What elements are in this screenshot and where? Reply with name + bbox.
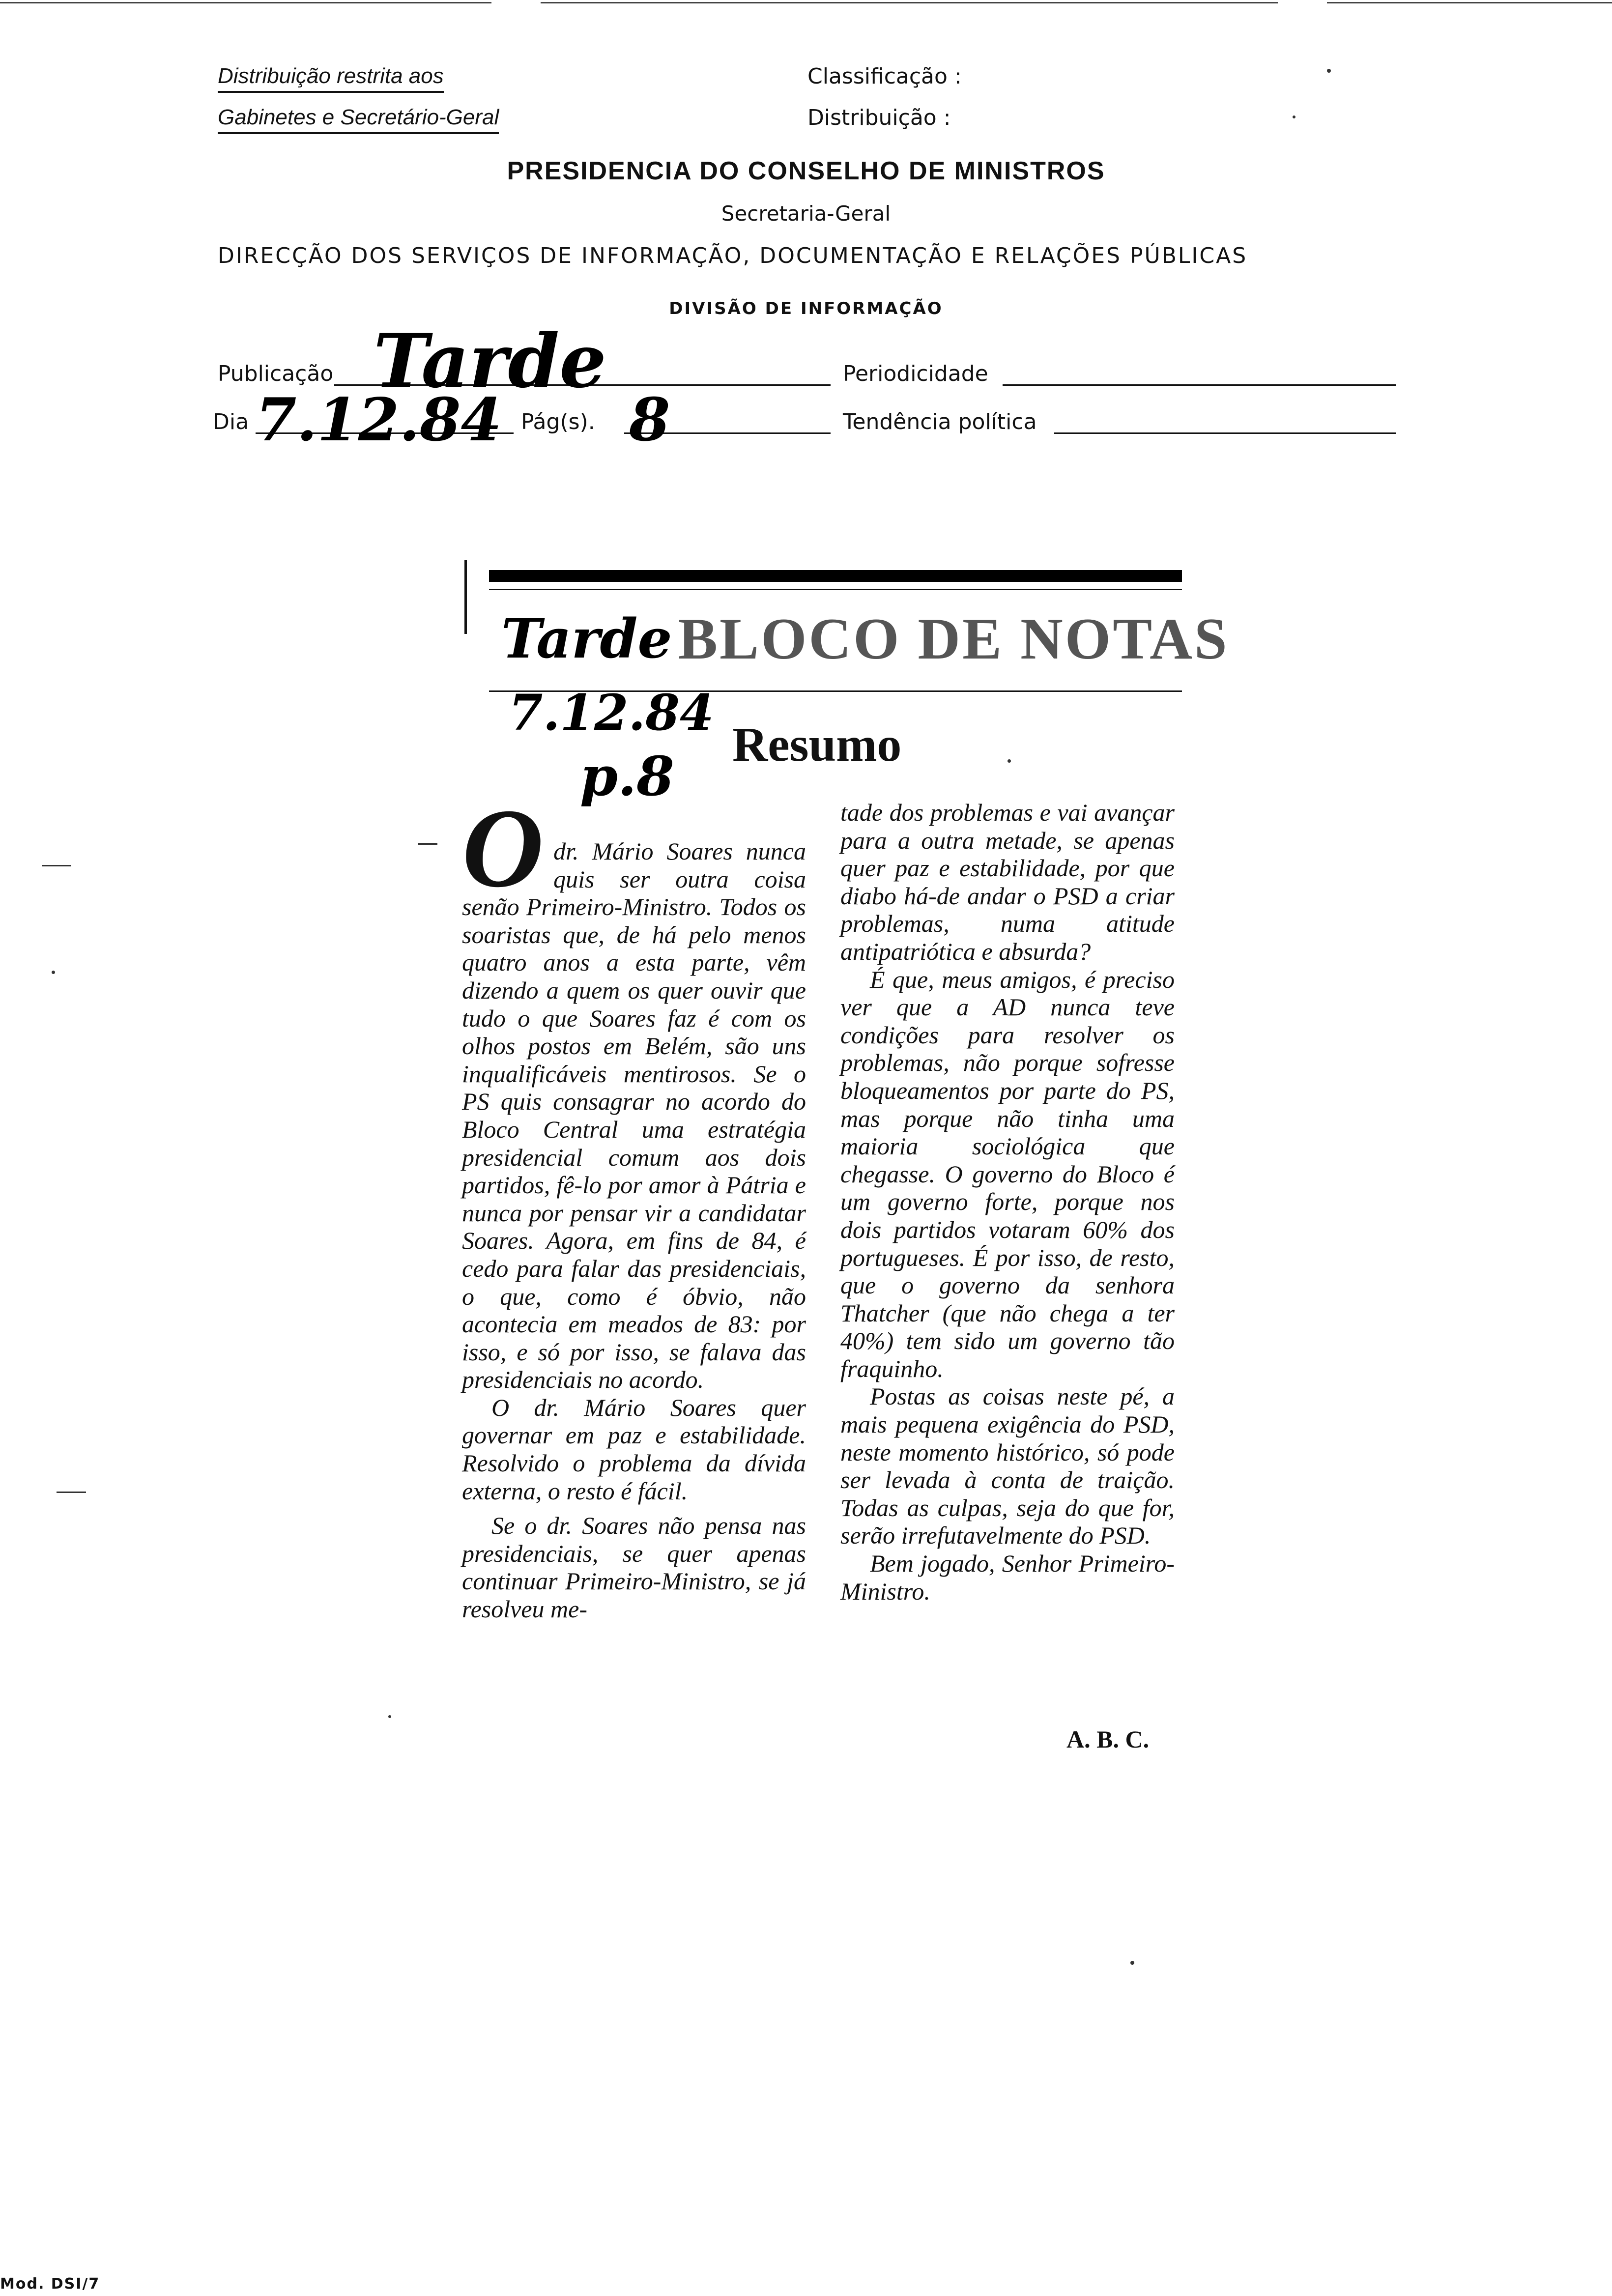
scan-edge-line	[0, 2, 491, 3]
org-title: PRESIDENCIA DO CONSELHO DE MINISTROS	[507, 157, 1105, 185]
distribution-line-1: Distribuição restrita aos	[218, 64, 444, 88]
publication-handwritten-value: Tarde	[374, 318, 606, 404]
clipping-handwritten-source: Tarde	[501, 607, 672, 670]
paragraph: É que, meus amigos, é preciso ver que a AD nunca teve condições para resolver os problemas, não porque sofresse bloqueamentos por parte do PS, mas porque não tinha uma maioria sociológica que chegasse. O governo do Bloco é um governo forte, porque nos dois partidos votaram 60% dos portugueses. É por isso, de resto, que o governo da senhora Thatcher (que não chega a ter 40%) tem sido um governo tão fraquinho.	[840, 965, 1175, 1382]
article-column-2	[840, 799, 1175, 1605]
paragraph: O dr. Mário Soares quer governar em paz e estabilidade. Resolvido o problema da dívida externa, o resto é fácil.	[462, 1393, 806, 1505]
scan-speck	[1327, 69, 1331, 73]
article-signature: A. B. C.	[1066, 1725, 1150, 1753]
periodicity-field-line	[1003, 384, 1396, 386]
paragraph: Se o dr. Soares não pensa nas presidenciais, se quer apenas continuar Primeiro-Ministro, se já resolveu me-	[462, 1512, 806, 1623]
paragraph: Bem jogado, Senhor Primeiro-Ministro.	[840, 1550, 1175, 1605]
scan-speck	[1130, 1961, 1134, 1965]
scan-edge-line	[541, 2, 1278, 3]
scan-speck	[1008, 759, 1011, 763]
periodicity-label: Periodicidade	[843, 361, 988, 386]
classification-label: Classificação :	[807, 64, 962, 89]
paragraph: Postas as coisas neste pé, a mais pequena exigência do PSD, neste momento histórico, só pode ser levada à conta de traição. Todas as culpas, seja do que for, serão irrefutavelmente do PSD.	[840, 1382, 1175, 1550]
paragraph: dr. Mário Soares nunca quis ser outra coisa senão Primeiro-Ministro. Todos os soaristas que, de há pelo menos quatro anos a esta parte, vêm dizendo a quem os quer ouvir que tudo o que Soares faz é com os olhos postos em Belém, são uns inqualificáveis mentirosos. Se o PS quis consagrar no acordo do Bloco Central uma estratégia presidencial comum aos dois partidos, fê-lo por amor à Pátria e nunca por pensar vir a candidatar Soares. Agora, em fins de 84, é cedo para falar das presidenciais, o que, como é óbvio, não acontecia em meados de 83: por isso, e só por isso, se falava das presidenciais no acordo.	[462, 837, 806, 1394]
tendency-field-line	[1054, 432, 1396, 434]
form-code: Mod. DSI/7	[0, 2275, 100, 2293]
distribution-label: Distribuição :	[807, 105, 951, 130]
scan-mark	[57, 1492, 86, 1493]
clipping-top-bar	[489, 570, 1182, 582]
article-headline: Resumo	[732, 717, 902, 772]
scan-mark	[418, 843, 437, 845]
pages-label: Pág(s).	[521, 409, 595, 434]
division-title: DIVISÃO DE INFORMAÇÃO	[669, 299, 943, 318]
scan-speck	[52, 971, 55, 974]
clipping-handwritten-page: p.8	[580, 745, 674, 808]
scan-edge-line	[1327, 2, 1612, 3]
distribution-line-2: Gabinetes e Secretário-Geral	[218, 105, 499, 130]
day-label: Dia	[213, 409, 249, 434]
section-banner: BLOCO DE NOTAS	[678, 606, 1229, 671]
directorate-title: DIRECÇÃO DOS SERVIÇOS DE INFORMAÇÃO, DOCUMENTAÇÃO E RELAÇÕES PÚBLICAS	[218, 243, 1248, 268]
scan-speck	[1293, 115, 1295, 118]
drop-cap: O	[462, 785, 544, 911]
scan-speck	[388, 1715, 391, 1718]
publication-label: Publicação	[218, 361, 334, 386]
clipping-thin-rule	[489, 589, 1182, 590]
clipping-left-bracket	[464, 560, 467, 634]
paragraph: tade dos problemas e vai avançar para a outra metade, se apenas quer paz e estabilidade, por que diabo há-de andar o PSD a criar problemas, numa atitude antipatriótica e absurda?	[840, 799, 1175, 965]
day-handwritten-value: 7.12.84	[256, 385, 502, 455]
tendency-label: Tendência política	[843, 409, 1037, 434]
pages-handwritten-value: 8	[629, 385, 670, 455]
org-subtitle: Secretaria-Geral	[721, 201, 891, 226]
article-column-1	[462, 785, 806, 1623]
clipping-handwritten-date: 7.12.84	[509, 684, 714, 742]
scan-mark	[42, 865, 71, 866]
